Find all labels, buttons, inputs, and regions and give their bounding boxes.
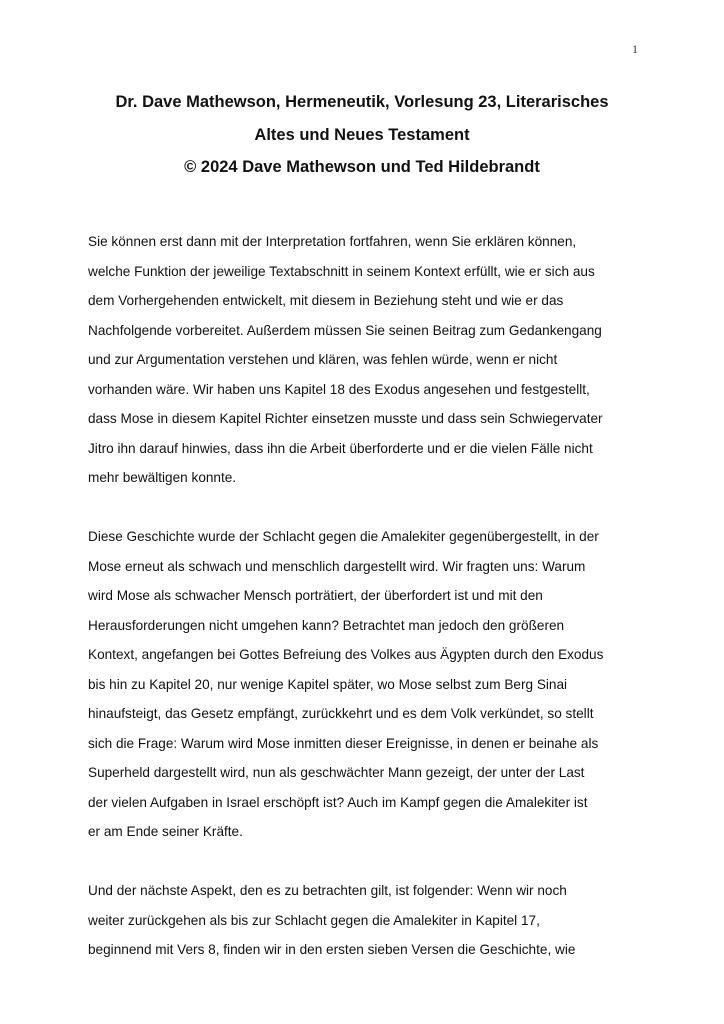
text-line: Nachfolgende vorbereitet. Außerdem müssen Sie seinen Beitrag zum Gedankengang [88, 322, 602, 338]
text-line: Herausforderungen nicht umgehen kann? Betrachtet man jedoch den größeren [88, 617, 565, 633]
document-body [88, 227, 648, 994]
text-line: bis hin zu Kapitel 20, nur wenige Kapitel später, wo Mose selbst zum Berg Sinai [88, 676, 568, 692]
title-line: Altes und Neues Testament [254, 125, 470, 144]
text-line: weiter zurückgehen als bis zur Schlacht gegen die Amalekiter in Kapitel 17, [88, 912, 540, 928]
paragraph-2 [88, 522, 648, 847]
text-line: dem Vorhergehenden entwickelt, mit diesem in Beziehung steht und wie er das [88, 293, 564, 308]
text-line: vorhanden wäre. Wir haben uns Kapitel 18 des Exodus angesehen und festgestellt, [88, 381, 590, 397]
text-line: welche Funktion der jeweilige Textabschnitt in seinem Kontext erfüllt, wie er sich aus [88, 263, 595, 279]
text-line: Und der nächste Aspekt, den es zu betrachten gilt, ist folgender: Wenn wir noch [88, 883, 567, 898]
document-title [60, 86, 664, 184]
paragraph-1 [88, 227, 648, 493]
text-line: dass Mose in diesem Kapitel Richter einsetzen musste und dass sein Schwiegervater [88, 411, 603, 426]
text-line: sich die Frage: Warum wird Mose inmitten dieser Ereignisse, in denen er beinahe als [88, 735, 599, 751]
text-line: Mose erneut als schwach und menschlich dargestellt wird. Wir fragten uns: Warum [88, 558, 586, 574]
paragraph-3 [88, 876, 648, 965]
text-line: beginnend mit Vers 8, finden wir in den ersten sieben Versen die Geschichte, wie [88, 942, 576, 957]
title-line: Dr. Dave Mathewson, Hermeneutik, Vorlesung 23, Literarisches [115, 93, 609, 111]
text-line: der vielen Aufgaben in Israel erschöpft ist? Auch im Kampf gegen die Amalekiter ist [88, 794, 588, 810]
text-line: wird Mose als schwacher Mensch porträtiert, der überfordert ist und mit den [88, 588, 543, 603]
text-line: Jitro ihn darauf hinwies, dass ihn die Arbeit überforderte und er die vielen Fälle nicht [88, 440, 593, 456]
text-line: Diese Geschichte wurde der Schlacht gegen die Amalekiter gegenübergestellt, in der [88, 529, 599, 544]
copyright-line: © 2024 Dave Mathewson und Ted Hildebrandt [184, 158, 540, 176]
text-line: Superheld dargestellt wird, nun als geschwächter Mann gezeigt, der unter der Last [88, 765, 585, 780]
text-line: Kontext, angefangen bei Gottes Befreiung des Volkes aus Ägypten durch den Exodus [88, 647, 604, 662]
text-line: hinaufsteigt, das Gesetz empfängt, zurückkehrt und es dem Volk verkündet, so stellt [88, 706, 594, 721]
text-line: mehr bewältigen konnte. [88, 470, 237, 485]
text-line: und zur Argumentation verstehen und klären, was fehlen würde, wenn er nicht [88, 352, 558, 367]
page-number: 1 [632, 42, 638, 56]
text-line: Sie können erst dann mit der Interpretation fortfahren, wenn Sie erklären können, [88, 234, 577, 249]
text-line: er am Ende seiner Kräfte. [88, 824, 243, 839]
